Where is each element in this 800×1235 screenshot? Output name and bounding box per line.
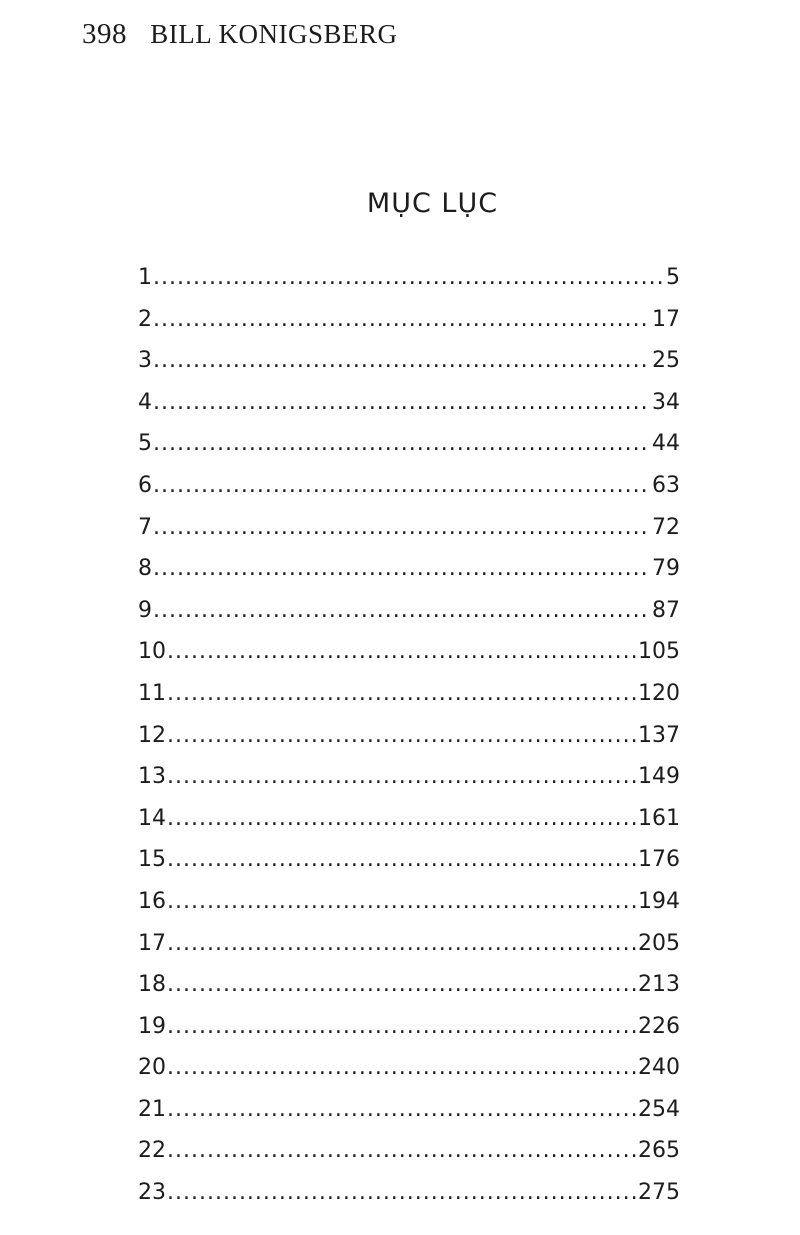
dot-leader bbox=[153, 299, 651, 341]
toc-entry bbox=[138, 382, 680, 424]
toc-entry bbox=[138, 1130, 680, 1172]
dot-leader bbox=[153, 590, 651, 632]
dot-leader bbox=[153, 340, 651, 382]
chapter-number: 19 bbox=[138, 1013, 166, 1039]
dot-leader bbox=[167, 1089, 637, 1131]
dot-leader bbox=[167, 1006, 637, 1048]
chapter-page: 240 bbox=[638, 1055, 680, 1081]
dot-leader bbox=[167, 1172, 637, 1214]
chapter-number: 14 bbox=[138, 805, 166, 831]
chapter-page: 17 bbox=[652, 306, 680, 332]
chapter-page: 87 bbox=[652, 597, 680, 623]
toc-entry bbox=[138, 590, 680, 632]
chapter-page: 25 bbox=[652, 348, 680, 374]
dot-leader bbox=[167, 673, 637, 715]
chapter-number: 12 bbox=[138, 722, 166, 748]
toc-entry bbox=[138, 715, 680, 757]
chapter-number: 23 bbox=[138, 1180, 166, 1206]
chapter-page: 105 bbox=[638, 639, 680, 665]
toc-entry bbox=[138, 1006, 680, 1048]
page-number: 398 bbox=[82, 18, 127, 50]
chapter-number: 13 bbox=[138, 764, 166, 790]
chapter-page: 149 bbox=[638, 764, 680, 790]
chapter-number: 8 bbox=[138, 556, 152, 582]
dot-leader bbox=[167, 923, 637, 965]
toc-entry bbox=[138, 340, 680, 382]
chapter-number: 9 bbox=[138, 597, 152, 623]
dot-leader bbox=[167, 1130, 637, 1172]
dot-leader bbox=[167, 964, 637, 1006]
chapter-page: 265 bbox=[638, 1138, 680, 1164]
chapter-number: 5 bbox=[138, 431, 152, 457]
dot-leader bbox=[167, 798, 637, 840]
dot-leader bbox=[167, 715, 637, 757]
chapter-page: 137 bbox=[638, 722, 680, 748]
toc-entry bbox=[138, 631, 680, 673]
toc-entry bbox=[138, 881, 680, 923]
toc-entry bbox=[138, 839, 680, 881]
chapter-page: 176 bbox=[638, 847, 680, 873]
chapter-number: 2 bbox=[138, 306, 152, 332]
toc-entry bbox=[138, 1089, 680, 1131]
toc-entry bbox=[138, 964, 680, 1006]
dot-leader bbox=[167, 839, 637, 881]
chapter-number: 18 bbox=[138, 972, 166, 998]
running-header bbox=[82, 18, 398, 51]
chapter-number: 7 bbox=[138, 514, 152, 540]
table-of-contents bbox=[138, 257, 680, 1214]
dot-leader bbox=[153, 548, 651, 590]
chapter-page: 44 bbox=[652, 431, 680, 457]
dot-leader bbox=[167, 881, 637, 923]
dot-leader bbox=[167, 631, 637, 673]
chapter-number: 17 bbox=[138, 930, 166, 956]
chapter-number: 3 bbox=[138, 348, 152, 374]
toc-entry bbox=[138, 673, 680, 715]
chapter-number: 6 bbox=[138, 472, 152, 498]
dot-leader bbox=[167, 1047, 637, 1089]
dot-leader bbox=[153, 423, 651, 465]
dot-leader bbox=[167, 756, 637, 798]
toc-entry bbox=[138, 465, 680, 507]
chapter-number: 20 bbox=[138, 1055, 166, 1081]
toc-title: MỤC LỤC bbox=[366, 188, 499, 220]
chapter-page: 34 bbox=[652, 389, 680, 415]
dot-leader bbox=[153, 465, 651, 507]
chapter-page: 213 bbox=[638, 972, 680, 998]
chapter-page: 275 bbox=[638, 1180, 680, 1206]
toc-entry bbox=[138, 1172, 680, 1214]
toc-entry bbox=[138, 299, 680, 341]
toc-entry bbox=[138, 756, 680, 798]
chapter-page: 120 bbox=[638, 680, 680, 706]
chapter-number: 21 bbox=[138, 1096, 166, 1122]
author-name: BILL KONIGSBERG bbox=[150, 19, 398, 49]
chapter-number: 22 bbox=[138, 1138, 166, 1164]
chapter-number: 1 bbox=[138, 265, 152, 290]
chapter-number: 15 bbox=[138, 847, 166, 873]
chapter-number: 11 bbox=[138, 680, 166, 706]
chapter-number: 4 bbox=[138, 389, 152, 415]
chapter-page: 63 bbox=[652, 472, 680, 498]
dot-leader bbox=[153, 257, 665, 299]
toc-entry bbox=[138, 548, 680, 590]
toc-entry bbox=[138, 1047, 680, 1089]
chapter-page: 194 bbox=[638, 888, 680, 914]
chapter-page: 254 bbox=[638, 1096, 680, 1122]
chapter-number: 10 bbox=[138, 639, 166, 665]
dot-leader bbox=[153, 507, 651, 549]
chapter-page: 226 bbox=[638, 1013, 680, 1039]
toc-entry bbox=[138, 507, 680, 549]
toc-entry bbox=[138, 798, 680, 840]
chapter-page: 205 bbox=[638, 930, 680, 956]
chapter-page: 161 bbox=[638, 805, 680, 831]
toc-entry bbox=[138, 923, 680, 965]
chapter-page: 5 bbox=[666, 265, 680, 290]
chapter-number: 16 bbox=[138, 888, 166, 914]
toc-entry bbox=[138, 423, 680, 465]
dot-leader bbox=[153, 382, 651, 424]
toc-entry bbox=[138, 257, 680, 299]
chapter-page: 72 bbox=[652, 514, 680, 540]
chapter-page: 79 bbox=[652, 556, 680, 582]
